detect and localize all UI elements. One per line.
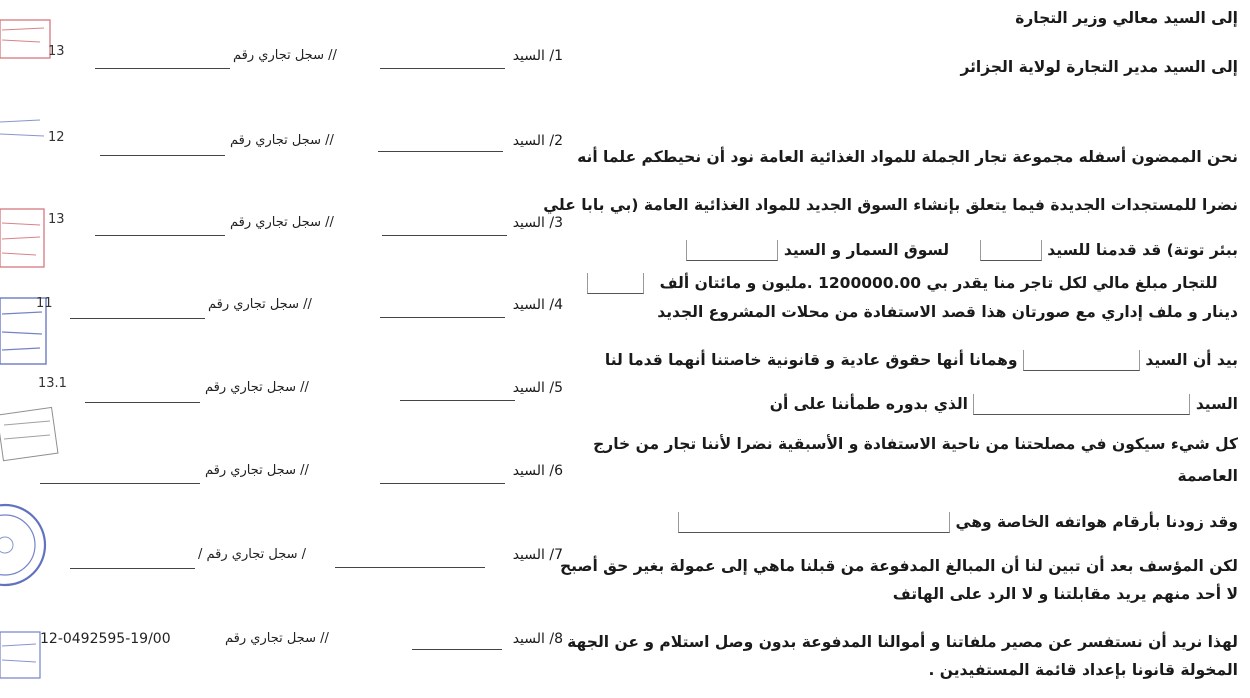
reg-blank (70, 568, 195, 569)
paragraph-line: المخولة قانونا بإعداد قائمة المستفيدين . (928, 661, 1238, 679)
stamp-fragment-text: 13 (48, 212, 65, 227)
name-blank (380, 483, 505, 484)
reg-label: // سجل تجاري رقم (205, 463, 309, 478)
signatory-number: 1/ السيد (512, 48, 563, 64)
reg-label: // سجل تجاري رقم (233, 48, 337, 63)
signatory-number: 8/ السيد (512, 631, 563, 647)
paragraph-line: لكن المؤسف بعد أن تبين لنا أن المبالغ المدفوعة من قبلنا ماهي إلى عمولة بغير حق أصبح (559, 557, 1238, 575)
redacted-name-blank (980, 240, 1042, 261)
paragraph-line: دينار و ملف إداري مع صورتان هذا قصد الاستفادة من محلات المشروع الجديد (657, 303, 1238, 321)
stamp-fragment-text: 11 (36, 296, 53, 311)
paragraph-line: ببئر توتة) قد قدمنا للسيد لسوق السمار و السيد (686, 240, 1238, 261)
stamp-fragment-text: 13.1 (38, 376, 67, 391)
reg-blank (95, 235, 225, 236)
redacted-name-blank (587, 273, 644, 294)
paragraph-line: وقد زودنا بأرقام هواتفه الخاصة وهي (678, 512, 1238, 533)
round-seal-icon (0, 500, 50, 590)
stamp-fragment-icon (0, 10, 60, 70)
signatory-number: 6/ السيد (512, 463, 563, 479)
signatory-row (0, 627, 575, 655)
reg-label: // سجل تجاري رقم (205, 380, 309, 395)
reg-label: / سجل تجاري رقم / (198, 547, 306, 562)
redacted-name-blank (1023, 350, 1140, 371)
paragraph-line: نضرا للمستجدات الجديدة فيما يتعلق بإنشاء السوق الجديد للمواد الغذائية العامة (بي بابا علي (543, 196, 1238, 214)
signatory-row (0, 211, 575, 239)
name-blank (412, 649, 502, 650)
name-blank (335, 567, 485, 568)
reg-blank (85, 402, 200, 403)
name-blank (378, 151, 503, 152)
signatory-row (0, 44, 575, 72)
redacted-name-blank (973, 394, 1190, 415)
paragraph-line: للتجار مبلغ مالي لكل تاجر منا يقدر بي 1200000.00 .مليون و مائتان ألف (587, 273, 1238, 294)
reg-label: // سجل تجاري رقم (208, 297, 312, 312)
redacted-name-blank (686, 240, 778, 261)
stamp-fragment-text: 13 (48, 44, 65, 59)
reg-number-value: 12-0492595-19/00 (40, 631, 171, 647)
recipient-line-1: إلى السيد معالي وزير التجارة (1015, 9, 1238, 27)
reg-label: // سجل تجاري رقم (230, 215, 334, 230)
stamp-fragment-icon (0, 405, 70, 465)
redacted-phone-blank (678, 512, 950, 533)
paragraph-line: العاصمة (1177, 467, 1238, 485)
paragraph-line: لا أحد منهم يريد مقابلتنا و لا الرد على الهاتف (892, 585, 1238, 603)
signatory-number: 2/ السيد (512, 133, 563, 149)
signatory-number: 3/ السيد (512, 215, 563, 231)
recipient-line-2: إلى السيد مدير التجارة لولاية الجزائر (960, 58, 1238, 76)
paragraph-line: كل شيء سيكون في مصلحتنا من ناحية الاستفادة و الأسبقية نضرا لأننا تجار من خارج (593, 435, 1238, 453)
stamp-fragment-text: 12 (48, 130, 65, 145)
signatory-number: 5/ السيد (512, 380, 563, 396)
name-blank (380, 68, 505, 69)
signatory-row (0, 129, 575, 157)
reg-blank (100, 155, 225, 156)
name-blank (382, 235, 507, 236)
paragraph-line: لهذا نريد أن نستفسر عن مصير ملفاتنا و أموالنا المدفوعة بدون وصل استلام و عن الجهة (567, 633, 1238, 651)
signatory-row (0, 543, 575, 571)
name-blank (380, 317, 505, 318)
stamp-fragment-icon (0, 628, 60, 688)
signatory-number: 4/ السيد (512, 297, 563, 313)
reg-blank (40, 483, 200, 484)
reg-label: // سجل تجاري رقم (225, 631, 329, 646)
name-blank (400, 400, 515, 401)
paragraph-line: نحن الممضون أسفله مجموعة تجار الجملة للمواد الغذائية العامة نود أن نحيطكم علما أنه (577, 148, 1238, 166)
signatory-row (0, 376, 575, 404)
signatory-row (0, 293, 575, 321)
reg-blank (70, 318, 205, 319)
signatory-row (0, 459, 575, 487)
reg-label: // سجل تجاري رقم (230, 133, 334, 148)
paragraph-line: السيد الذي بدوره طمأننا على أن (769, 395, 1238, 413)
signatory-number: 7/ السيد (512, 547, 563, 563)
paragraph-line: بيد أن السيد وهمانا أنها حقوق عادية و قانونية خاصتنا أنهما قدما لنا (604, 351, 1238, 369)
reg-blank (95, 68, 230, 69)
